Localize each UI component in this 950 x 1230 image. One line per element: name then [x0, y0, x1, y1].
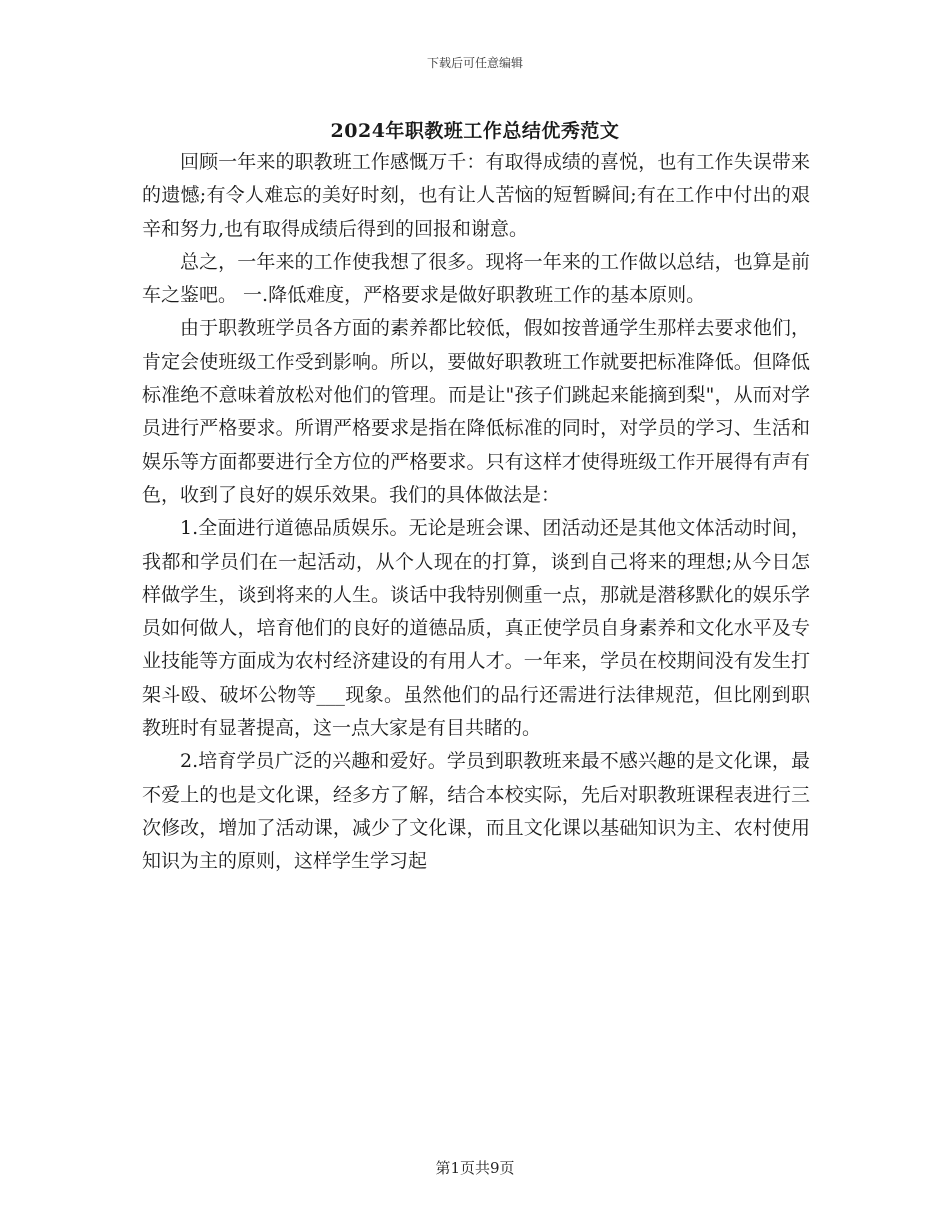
- header-note: 下载后可任意编辑: [426, 56, 523, 70]
- paragraph-1: 回顾一年来的职教班工作感慨万千：有取得成绩的喜悦，也有工作失误带来的遗憾;有令人难忘的美好时刻，也有让人苦恼的短暂瞬间;有在工作中付出的艰辛和努力,也有取得成绩后得到的回报和谢意。: [142, 151, 810, 240]
- paragraph-2: 总之，一年来的工作使我想了很多。现将一年来的工作做以总结，也算是前车之鉴吧。 一.降低难度，严格要求是做好职教班工作的基本原则。: [142, 250, 810, 307]
- paragraph-5: 2.培育学员广泛的兴趣和爱好。学员到职教班来最不感兴趣的是文化课，最不爱上的也是文化课，经多方了解，结合本校实际，先后对职教班课程表进行三次修改，增加了活动课，减少了文化课，而且文化课以基础知识为主、农村使用知识为主的原则，这样学生学习起: [142, 750, 810, 873]
- paragraph-3: 由于职教班学员各方面的素养都比较低，假如按普通学生那样去要求他们，肯定会使班级工作受到影响。所以，要做好职教班工作就要把标准降低。但降低标准绝不意味着放松对他们的管理。而是让"孩子们跳起来能摘到梨"，从而对学员进行严格要求。所谓严格要求是指在降低标准的同时，对学员的学习、生活和娱乐等方面都要进行全方位的严格要求。只有这样才使得班级工作开展得有声有色，收到了良好的娱乐效果。我们的具体做法是：: [142, 317, 810, 506]
- paragraph-4: 1.全面进行道德品质娱乐。无论是班会课、团活动还是其他文体活动时间，我都和学员们在一起活动，从个人现在的打算，谈到自己将来的理想;从今日怎样做学生，谈到将来的人生。谈话中我特别侧重一点，那就是潜移默化的娱乐学员如何做人，培育他们的良好的道德品质，真正使学员自身素养和文化水平及专业技能等方面成为农村经济建设的有用人才。一年来，学员在校期间没有发生打架斗殴、破坏公物等___现象。虽然他们的品行还需进行法律规范，但比刚到职教班时有显著提高，这一点大家是有目共睹的。: [142, 517, 810, 740]
- document-title: 2024年职教班工作总结优秀范文: [330, 120, 620, 142]
- page-number: 第1页共9页: [435, 1159, 515, 1177]
- document-body: [142, 146, 810, 879]
